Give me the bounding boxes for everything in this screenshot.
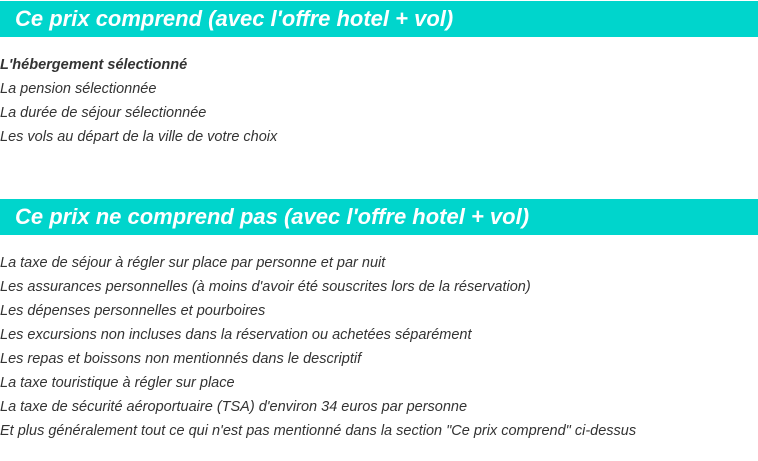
included-item-flights: Les vols au départ de la ville de votre choix bbox=[0, 129, 278, 145]
excluded-section-title: Ce prix ne comprend pas (avec l'offre hotel + vol) bbox=[0, 199, 758, 235]
included-list bbox=[0, 53, 758, 149]
included-section-title: Ce prix comprend (avec l'offre hotel + vol) bbox=[0, 1, 758, 37]
included-item-duration: La durée de séjour sélectionnée bbox=[0, 105, 207, 121]
excluded-item-excursions: Les excursions non incluses dans la réservation ou achetées séparément bbox=[0, 327, 472, 343]
excluded-item-airport-tax: La taxe de sécurité aéroportuaire (TSA) d'environ 34 euros par personne bbox=[0, 399, 468, 415]
excluded-item-tourist-tax-night: La taxe de séjour à régler sur place par personne et par nuit bbox=[0, 255, 386, 271]
excluded-item-meals-drinks: Les repas et boissons non mentionnés dans le descriptif bbox=[0, 351, 362, 367]
included-item-accommodation: L'hébergement sélectionné bbox=[0, 57, 188, 73]
excluded-list bbox=[0, 251, 758, 443]
excluded-item-personal-expenses: Les dépenses personnelles et pourboires bbox=[0, 303, 266, 319]
excluded-item-tourist-tax: La taxe touristique à régler sur place bbox=[0, 375, 235, 391]
excluded-item-insurance: Les assurances personnelles (à moins d'avoir été souscrites lors de la réservation) bbox=[0, 279, 531, 295]
included-item-board: La pension sélectionnée bbox=[0, 81, 157, 97]
excluded-item-other: Et plus généralement tout ce qui n'est pas mentionné dans la section "Ce prix comprend" ci-dessus bbox=[0, 423, 637, 439]
